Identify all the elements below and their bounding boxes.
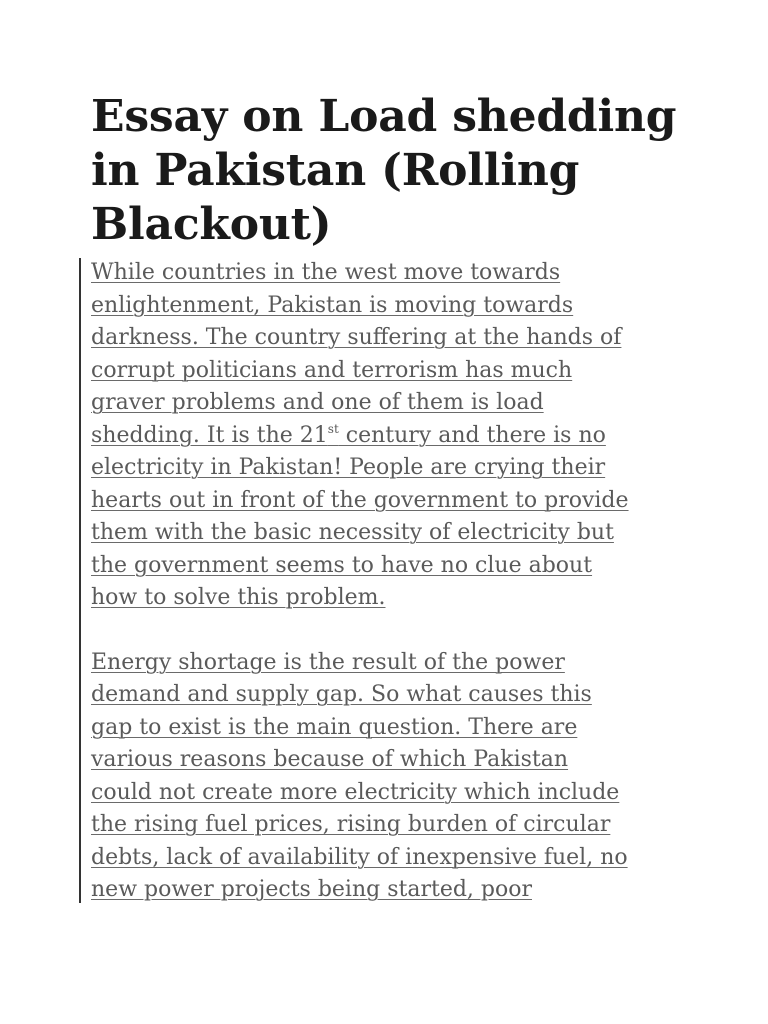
- text-line: [91, 420, 691, 453]
- text-line: While countries in the west move towards: [91, 260, 561, 285]
- paragraph-2: [91, 647, 691, 907]
- text-line: graver problems and one of them is load: [91, 390, 544, 415]
- text-line: corrupt politicians and terrorism has much: [91, 357, 573, 383]
- text-segment: century and there is no: [338, 422, 606, 448]
- paragraph-1: [91, 257, 691, 615]
- text-line: enlightenment, Pakistan is moving towards: [91, 292, 574, 318]
- title-line: Essay on Load shedding: [91, 91, 677, 142]
- text-line: debts, lack of availability of inexpensive fuel, no: [91, 844, 628, 870]
- text-line: darkness. The country suffering at the hands of: [91, 325, 622, 350]
- title-line: Blackout): [91, 199, 332, 250]
- ordinal-superscript: st: [327, 421, 339, 436]
- text-line: new power projects being started, poor: [91, 877, 532, 902]
- text-line: electricity in Pakistan! People are crying their: [91, 455, 606, 480]
- text-line: the government seems to have no clue about: [91, 552, 593, 578]
- blockquote-bar: [79, 258, 81, 903]
- page-title: [91, 90, 751, 252]
- essay-body: [91, 257, 691, 907]
- text-line: the rising fuel prices, rising burden of circular: [91, 812, 611, 837]
- text-line: how to solve this problem.: [91, 585, 386, 610]
- title-line: in Pakistan (Rolling: [91, 145, 580, 196]
- text-line: demand and supply gap. So what causes this: [91, 682, 592, 707]
- text-line: gap to exist is the main question. There are: [91, 714, 578, 740]
- text-line: them with the basic necessity of electricity but: [91, 520, 614, 545]
- text-line: various reasons because of which Pakistan: [91, 747, 569, 772]
- text-line: could not create more electricity which include: [91, 779, 620, 805]
- text-line: hearts out in front of the government to provide: [91, 487, 629, 513]
- text-line: Energy shortage is the result of the power: [91, 649, 565, 675]
- text-segment: shedding. It is the 21: [91, 422, 328, 448]
